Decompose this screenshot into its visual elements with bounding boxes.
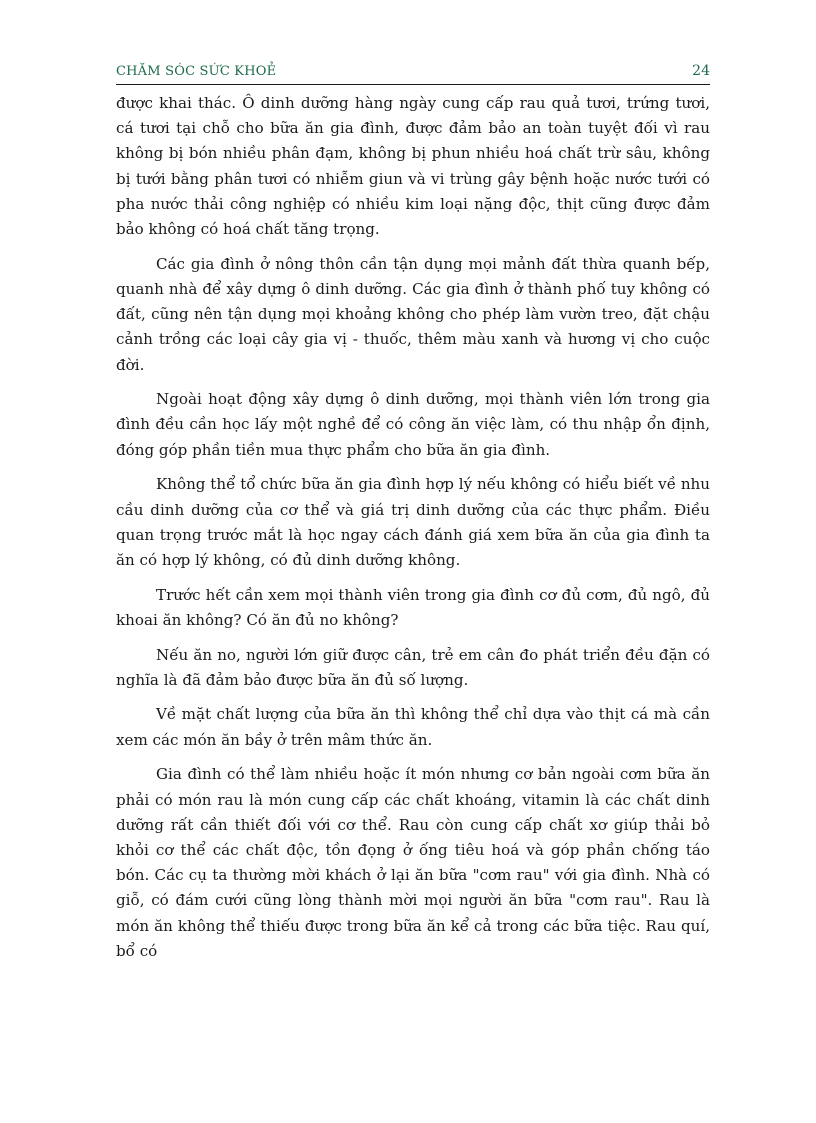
- paragraph: Gia đình có thể làm nhiều hoặc ít món nhưng cơ bản ngoài cơm bữa ăn phải có món rau là món cung cấp các chất khoáng, vitamin là các chất dinh dưỡng rất cần thiết đối với cơ thể. Rau còn cung cấp chất xơ giúp thải bỏ khỏi cơ thể các chất độc, tồn đọng ở ống tiêu hoá và góp phần chống táo bón. Các cụ ta thường mời khách ở lại ăn bữa "cơm rau" với gia đình. Nhà có giỗ, có đám cưới cũng lòng thành mời mọi người ăn bữa "cơm rau". Rau là món ăn không thể thiếu được trong bữa ăn kể cả trong các bữa tiệc. Rau quí, bổ có: [116, 765, 710, 960]
- paragraph: Về mặt chất lượng của bữa ăn thì không thể chỉ dựa vào thịt cá mà cần xem các món ăn bầy ở trên mâm thức ăn.: [116, 705, 710, 749]
- body-text: [116, 91, 710, 974]
- running-header: [116, 62, 710, 85]
- paragraph: được khai thác. Ô dinh dưỡng hàng ngày cung cấp rau quả tươi, trứng tươi, cá tươi tại chỗ cho bữa ăn gia đình, được đảm bảo an toàn tuyệt đối vì rau không bị bón nhiều phân đạm, không bị phun nhiều hoá chất trừ sâu, không bị tưới bằng phân tươi có nhiễm giun và vi trùng gây bệnh hoặc nước tưới có pha nước thải công nghiệp có nhiều kim loại nặng độc, thịt cũng được đảm bảo không có hoá chất tăng trọng.: [116, 94, 710, 239]
- paragraph: Trước hết cần xem mọi thành viên trong gia đình cơ đủ cơm, đủ ngô, đủ khoai ăn không? Có ăn đủ no không?: [116, 585, 710, 629]
- page-number: 24: [692, 63, 710, 79]
- paragraph: Không thể tổ chức bữa ăn gia đình hợp lý nếu không có hiểu biết về nhu cầu dinh dưỡng của cơ thể và giá trị dinh dưỡng của các thực phẩm. Điều quan trọng trước mắt là học ngay cách đánh giá xem bữa ăn của gia đình ta ăn có hợp lý không, có đủ dinh dưỡng không.: [116, 475, 710, 569]
- header-title: CHĂM SÓC SỨC KHOẺ: [116, 64, 277, 79]
- paragraph: Ngoài hoạt động xây dựng ô dinh dưỡng, mọi thành viên lớn trong gia đình đều cần học lấy một nghề để có công ăn việc làm, có thu nhập ổn định, đóng góp phần tiền mua thực phẩm cho bữa ăn gia đình.: [116, 390, 710, 459]
- paragraph: Các gia đình ở nông thôn cần tận dụng mọi mảnh đất thừa quanh bếp, quanh nhà để xây dựng ô dinh dưỡng. Các gia đình ở thành phố tuy không có đất, cũng nên tận dụng mọi khoảng không cho phép làm vườn treo, đặt chậu cảnh trồng các loại cây gia vị - thuốc, thêm màu xanh và hương vị cho cuộc đời.: [116, 254, 710, 374]
- paragraph: Nếu ăn no, người lớn giữ được cân, trẻ em cân đo phát triển đều đặn có nghĩa là đã đảm bảo được bữa ăn đủ số lượng.: [116, 645, 710, 689]
